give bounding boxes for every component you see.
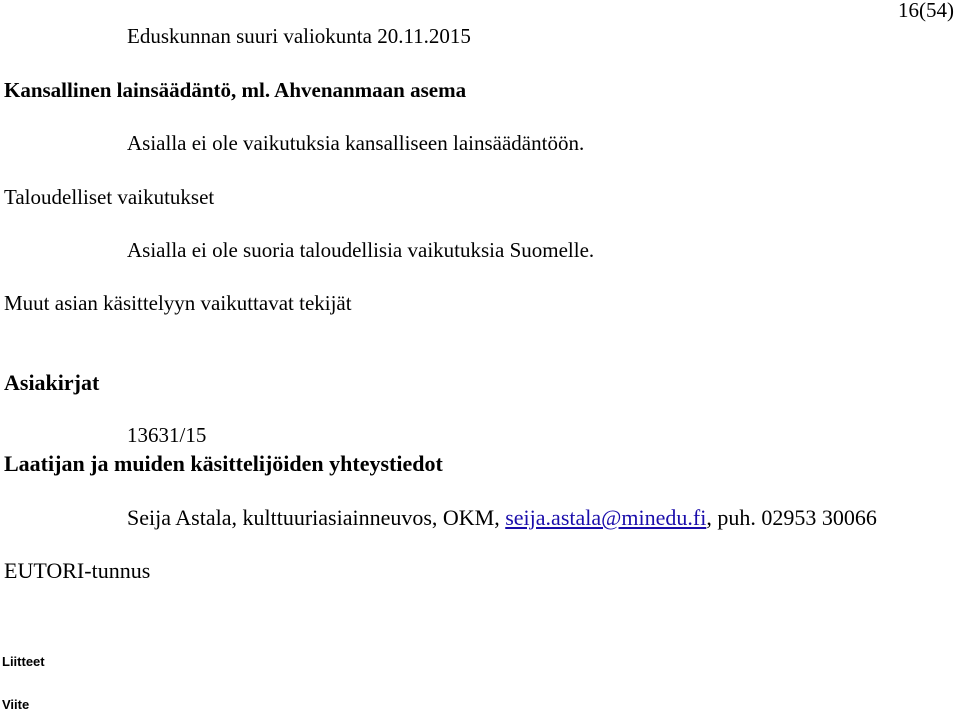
heading-contacts: Laatijan ja muiden käsittelijöiden yhteystiedot <box>4 451 443 476</box>
text-documents: 13631/15 <box>127 423 207 447</box>
heading-documents: Asiakirjat <box>4 370 100 395</box>
text-contacts <box>127 505 877 531</box>
page-number: 16(54) <box>898 0 954 22</box>
heading-economic-effects: Taloudelliset vaikutukset <box>4 185 215 209</box>
contact-text-before: Seija Astala, kulttuuriasiainneuvos, OKM, <box>127 505 506 530</box>
heading-other-factors: Muut asian käsittelyyn vaikuttavat tekijät <box>4 291 352 315</box>
text-national-legislation: Asialla ei ole vaikutuksia kansalliseen lainsäädäntöön. <box>127 131 585 155</box>
text-economic-effects: Asialla ei ole suoria taloudellisia vaikutuksia Suomelle. <box>127 238 595 262</box>
contact-email-link[interactable]: seija.astala@minedu.fi <box>505 505 707 530</box>
document-header-committee-date: Eduskunnan suuri valiokunta 20.11.2015 <box>127 24 471 48</box>
heading-reference: Viite <box>2 697 30 712</box>
heading-attachments: Liitteet <box>2 654 45 669</box>
contact-text-after: , puh. 02953 30066 <box>706 505 877 530</box>
heading-eutori: EUTORI-tunnus <box>4 558 151 583</box>
heading-national-legislation: Kansallinen lainsäädäntö, ml. Ahvenanmaan asema <box>4 78 467 102</box>
